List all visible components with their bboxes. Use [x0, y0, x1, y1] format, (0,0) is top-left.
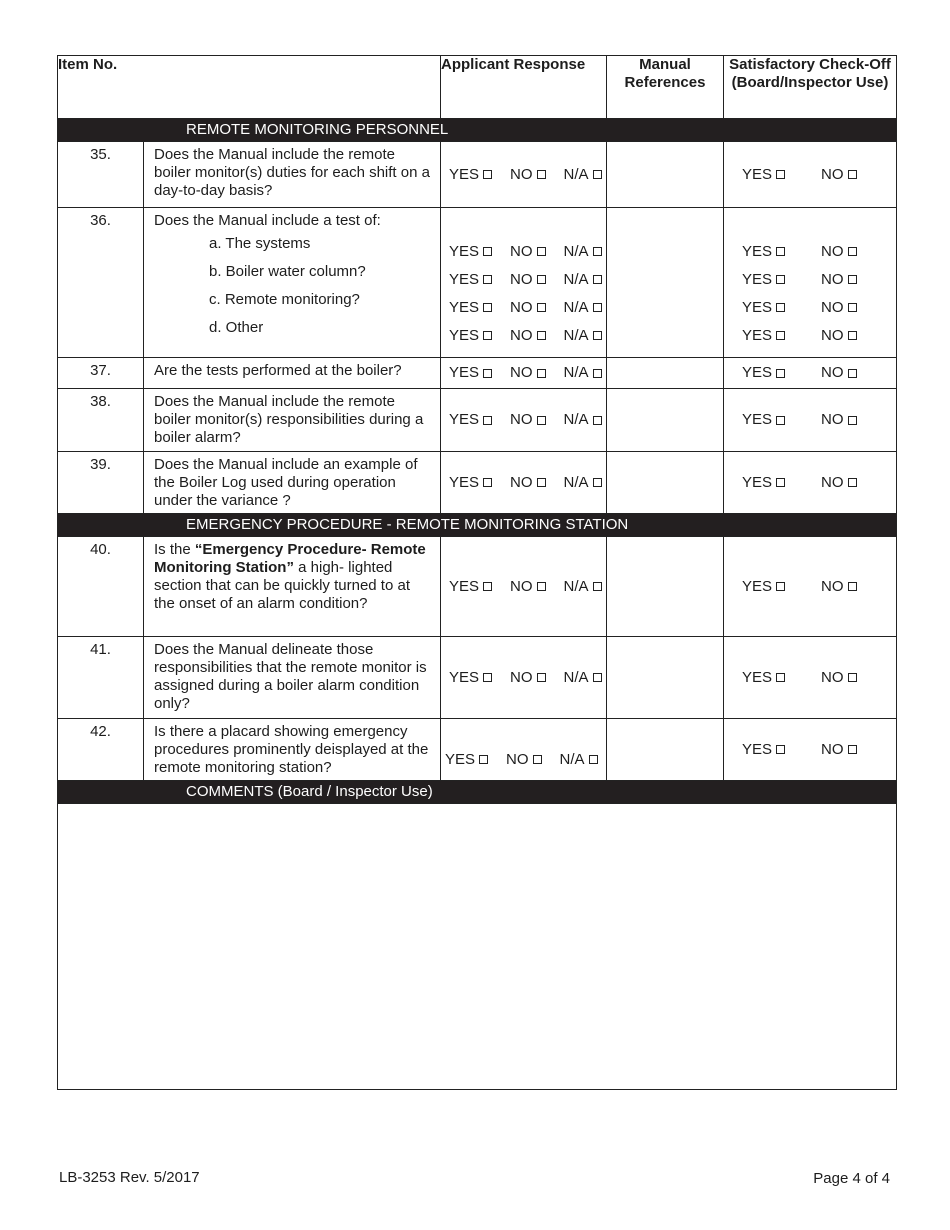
section-remote-personnel [58, 119, 897, 142]
sat-no-option[interactable] [821, 741, 857, 759]
section-comments [58, 781, 897, 804]
yes-label: YES [449, 411, 480, 428]
yes-option[interactable] [449, 578, 492, 596]
yes-checkbox[interactable] [776, 369, 785, 378]
yes-label: YES [449, 270, 480, 288]
sat-no-option[interactable] [821, 327, 857, 345]
no-label: NO [510, 473, 533, 491]
na-option[interactable] [564, 364, 602, 382]
yes-label: YES [742, 740, 773, 758]
na-checkbox[interactable] [593, 275, 602, 284]
yes-label: YES [449, 473, 480, 491]
no-option[interactable] [510, 299, 546, 317]
sat-yes-option[interactable] [742, 243, 785, 261]
yes-checkbox[interactable] [776, 478, 785, 487]
na-label: N/A [563, 326, 589, 344]
sat-yes-option[interactable] [742, 299, 785, 317]
item-number: 35. [58, 142, 144, 208]
sat-no-option[interactable] [821, 474, 857, 492]
na-label: N/A [563, 668, 589, 686]
yes-option[interactable] [449, 327, 492, 345]
na-label: N/A [563, 298, 589, 316]
satisfactory-cell [724, 452, 897, 514]
applicant-response-cell [441, 389, 607, 452]
na-label: N/A [563, 473, 589, 491]
no-option[interactable] [510, 669, 546, 687]
yes-label: YES [449, 364, 480, 381]
applicant-response-cell [441, 719, 607, 781]
no-option[interactable] [510, 327, 546, 345]
yes-checkbox[interactable] [483, 170, 492, 179]
comments-row [58, 804, 897, 1090]
sat-no-option[interactable] [821, 669, 857, 687]
yes-checkbox[interactable] [483, 247, 492, 256]
na-label: N/A [563, 242, 589, 260]
yes-checkbox[interactable] [483, 582, 492, 591]
satisfactory-cell [724, 208, 897, 358]
sub-item: c. Remote monitoring? [209, 291, 360, 308]
yes-option[interactable] [449, 474, 492, 492]
item-number: 41. [58, 637, 144, 719]
no-label: NO [821, 165, 844, 183]
section-title: COMMENTS (Board / Inspector Use) [186, 783, 433, 800]
no-option[interactable] [510, 243, 546, 261]
yes-option[interactable] [449, 669, 492, 687]
yes-option[interactable] [449, 166, 492, 184]
item-question: Is there a placard showing emergency procedures prominently deisplayed at the remote monitoring station? [144, 719, 441, 781]
item-question: Does the Manual include an example of the Boiler Log used during operation under the variance ? [144, 452, 441, 514]
no-option[interactable] [510, 364, 546, 382]
sat-yes-option[interactable] [742, 364, 785, 382]
checklist-table [57, 55, 897, 1090]
manual-references-cell[interactable] [607, 637, 724, 719]
yes-checkbox[interactable] [776, 303, 785, 312]
yes-label: YES [742, 577, 773, 595]
no-checkbox[interactable] [537, 275, 546, 284]
form-id: LB-3253 Rev. 5/2017 [59, 1169, 200, 1186]
no-checkbox[interactable] [848, 331, 857, 340]
no-checkbox[interactable] [848, 745, 857, 754]
na-label: N/A [563, 165, 589, 183]
yes-label: YES [449, 298, 480, 316]
na-checkbox[interactable] [593, 170, 602, 179]
na-option[interactable] [564, 578, 602, 596]
yes-label: YES [742, 298, 773, 316]
yes-checkbox[interactable] [776, 247, 785, 256]
yes-checkbox[interactable] [483, 673, 492, 682]
sat-no-option[interactable] [821, 243, 857, 261]
na-checkbox[interactable] [593, 331, 602, 340]
header-item-no: Item No. [58, 56, 144, 119]
question-prefix: Is the [154, 541, 195, 558]
yes-label: YES [449, 577, 480, 595]
satisfactory-cell [724, 719, 897, 781]
no-checkbox[interactable] [537, 369, 546, 378]
yes-label: YES [742, 270, 773, 288]
item-question: Does the Manual include the remote boiler monitor(s) responsibilities during a boiler alarm? [144, 389, 441, 452]
manual-references-cell[interactable] [607, 208, 724, 358]
na-option[interactable] [560, 751, 598, 769]
no-checkbox[interactable] [537, 170, 546, 179]
yes-label: YES [449, 668, 480, 686]
no-checkbox[interactable] [537, 331, 546, 340]
no-checkbox[interactable] [537, 416, 546, 425]
no-option[interactable] [510, 474, 546, 492]
no-option[interactable] [510, 271, 546, 289]
sat-yes-option[interactable] [742, 669, 785, 687]
yes-option[interactable] [449, 299, 492, 317]
no-label: NO [821, 577, 844, 595]
yes-label: YES [449, 326, 480, 344]
header-manual-references: Manual References [607, 56, 724, 119]
yes-checkbox[interactable] [776, 745, 785, 754]
yes-checkbox[interactable] [776, 673, 785, 682]
applicant-response-cell [441, 208, 607, 358]
yes-label: YES [449, 242, 480, 260]
sat-no-option[interactable] [821, 364, 857, 382]
sat-no-option[interactable] [821, 166, 857, 184]
item-row-39 [58, 452, 897, 514]
sat-yes-option[interactable] [742, 271, 785, 289]
yes-option[interactable] [449, 411, 492, 429]
no-checkbox[interactable] [848, 369, 857, 378]
no-label: NO [510, 364, 533, 381]
na-checkbox[interactable] [593, 582, 602, 591]
item-question [144, 537, 441, 637]
manual-references-cell[interactable] [607, 389, 724, 452]
yes-label: YES [445, 750, 476, 768]
item-question: Does the Manual include the remote boiler monitor(s) duties for each shift on a day-to-day basis? [144, 142, 441, 208]
sub-list [154, 230, 432, 342]
item-question: Does the Manual delineate those responsibilities that the remote monitor is assigned during a boiler alarm condition only? [144, 637, 441, 719]
na-option[interactable] [564, 474, 602, 492]
manual-references-cell[interactable] [607, 537, 724, 637]
no-label: NO [821, 473, 844, 491]
na-label: N/A [559, 750, 585, 768]
section-title: REMOTE MONITORING PERSONNEL [186, 121, 449, 138]
item-number: 38. [58, 389, 144, 452]
no-label: NO [510, 165, 533, 183]
item-number: 36. [58, 208, 144, 358]
no-option[interactable] [510, 166, 546, 184]
header-blank [144, 56, 441, 119]
section-emergency [58, 514, 897, 537]
sat-yes-option[interactable] [742, 741, 785, 759]
no-checkbox[interactable] [848, 416, 857, 425]
na-option[interactable] [564, 411, 602, 429]
no-checkbox[interactable] [848, 673, 857, 682]
header-applicant-response: Applicant Response [441, 56, 607, 119]
no-checkbox[interactable] [537, 673, 546, 682]
item-question [144, 208, 441, 358]
applicant-response-cell [441, 537, 607, 637]
yes-option[interactable] [449, 271, 492, 289]
no-label: NO [510, 298, 533, 316]
yes-checkbox[interactable] [776, 170, 785, 179]
na-option[interactable] [564, 243, 602, 261]
item-row-41 [58, 637, 897, 719]
yes-checkbox[interactable] [483, 275, 492, 284]
yes-checkbox[interactable] [483, 369, 492, 378]
na-label: N/A [563, 364, 589, 381]
na-checkbox[interactable] [593, 673, 602, 682]
sat-yes-option[interactable] [742, 474, 785, 492]
no-label: NO [510, 242, 533, 260]
applicant-response-cell [441, 452, 607, 514]
section-title: EMERGENCY PROCEDURE - REMOTE MONITORING STATION [186, 516, 629, 533]
yes-label: YES [742, 326, 773, 344]
no-checkbox[interactable] [533, 755, 542, 764]
na-option[interactable] [564, 327, 602, 345]
no-checkbox[interactable] [848, 275, 857, 284]
manual-references-cell[interactable] [607, 719, 724, 781]
no-label: NO [821, 411, 844, 428]
item-number: 40. [58, 537, 144, 637]
yes-checkbox[interactable] [483, 331, 492, 340]
no-label: NO [506, 750, 529, 768]
na-checkbox[interactable] [593, 478, 602, 487]
item-number: 42. [58, 719, 144, 781]
applicant-response-cell [441, 637, 607, 719]
yes-checkbox[interactable] [776, 275, 785, 284]
sub-item: b. Boiler water column? [209, 263, 366, 280]
no-label: NO [510, 326, 533, 344]
header-row [58, 56, 897, 119]
sat-no-option[interactable] [821, 271, 857, 289]
na-checkbox[interactable] [593, 369, 602, 378]
no-label: NO [821, 298, 844, 316]
item-row-38 [58, 389, 897, 452]
yes-option[interactable] [445, 751, 488, 769]
no-checkbox[interactable] [848, 478, 857, 487]
no-label: NO [821, 270, 844, 288]
question-text: Does the Manual include a test of: [154, 212, 381, 229]
yes-label: YES [742, 364, 773, 381]
na-label: N/A [563, 577, 589, 595]
na-checkbox[interactable] [593, 416, 602, 425]
yes-checkbox[interactable] [776, 416, 785, 425]
question-suffix: a high- lighted section that can be quickly turned to at the onset of an alarm condition? [154, 559, 410, 612]
comments-area[interactable] [58, 804, 897, 1090]
item-question: Are the tests performed at the boiler? [144, 358, 441, 389]
na-label: N/A [563, 411, 589, 428]
yes-label: YES [742, 242, 773, 260]
satisfactory-cell [724, 389, 897, 452]
satisfactory-cell [724, 637, 897, 719]
sat-yes-option[interactable] [742, 166, 785, 184]
yes-label: YES [742, 165, 773, 183]
page-number: Page 4 of 4 [813, 1170, 890, 1187]
na-label: N/A [563, 270, 589, 288]
no-label: NO [510, 411, 533, 428]
header-satisfactory: Satisfactory Check-Off (Board/Inspector Use) [724, 56, 897, 119]
sat-yes-option[interactable] [742, 327, 785, 345]
applicant-response-cell [441, 358, 607, 389]
no-label: NO [510, 668, 533, 686]
yes-checkbox[interactable] [776, 582, 785, 591]
no-option[interactable] [510, 578, 546, 596]
na-option[interactable] [564, 299, 602, 317]
no-option[interactable] [506, 751, 542, 769]
applicant-response-cell [441, 142, 607, 208]
satisfactory-cell [724, 358, 897, 389]
no-checkbox[interactable] [848, 247, 857, 256]
item-row-36 [58, 208, 897, 358]
na-checkbox[interactable] [593, 303, 602, 312]
no-label: NO [821, 242, 844, 260]
question-bold: “Emergency Procedure- Remote Monitoring Station” [154, 541, 426, 576]
yes-checkbox[interactable] [483, 416, 492, 425]
yes-checkbox[interactable] [483, 303, 492, 312]
no-option[interactable] [510, 411, 546, 429]
item-row-35 [58, 142, 897, 208]
manual-references-cell[interactable] [607, 142, 724, 208]
yes-label: YES [742, 668, 773, 686]
item-row-37 [58, 358, 897, 389]
na-option[interactable] [564, 166, 602, 184]
satisfactory-cell [724, 142, 897, 208]
sat-yes-option[interactable] [742, 578, 785, 596]
item-row-40 [58, 537, 897, 637]
no-label: NO [821, 740, 844, 758]
item-number: 37. [58, 358, 144, 389]
sat-no-option[interactable] [821, 578, 857, 596]
no-label: NO [821, 326, 844, 344]
no-checkbox[interactable] [537, 303, 546, 312]
na-option[interactable] [564, 669, 602, 687]
na-checkbox[interactable] [593, 247, 602, 256]
yes-label: YES [742, 473, 773, 491]
yes-checkbox[interactable] [776, 331, 785, 340]
no-checkbox[interactable] [848, 303, 857, 312]
yes-option[interactable] [449, 364, 492, 382]
yes-checkbox[interactable] [483, 478, 492, 487]
sub-item: d. Other [209, 319, 264, 336]
sat-no-option[interactable] [821, 299, 857, 317]
no-label: NO [510, 577, 533, 595]
satisfactory-cell [724, 537, 897, 637]
no-label: NO [510, 270, 533, 288]
na-checkbox[interactable] [589, 755, 598, 764]
yes-option[interactable] [449, 243, 492, 261]
no-checkbox[interactable] [848, 582, 857, 591]
yes-label: YES [449, 165, 480, 183]
sub-item: a. The systems [209, 235, 311, 252]
item-number: 39. [58, 452, 144, 514]
yes-label: YES [742, 411, 773, 428]
no-checkbox[interactable] [537, 247, 546, 256]
sat-no-option[interactable] [821, 411, 857, 429]
no-checkbox[interactable] [537, 478, 546, 487]
manual-references-cell[interactable] [607, 452, 724, 514]
no-checkbox[interactable] [848, 170, 857, 179]
no-label: NO [821, 364, 844, 381]
manual-references-cell[interactable] [607, 358, 724, 389]
item-row-42 [58, 719, 897, 781]
sat-yes-option[interactable] [742, 411, 785, 429]
no-checkbox[interactable] [537, 582, 546, 591]
no-label: NO [821, 668, 844, 686]
yes-checkbox[interactable] [479, 755, 488, 764]
na-option[interactable] [564, 271, 602, 289]
